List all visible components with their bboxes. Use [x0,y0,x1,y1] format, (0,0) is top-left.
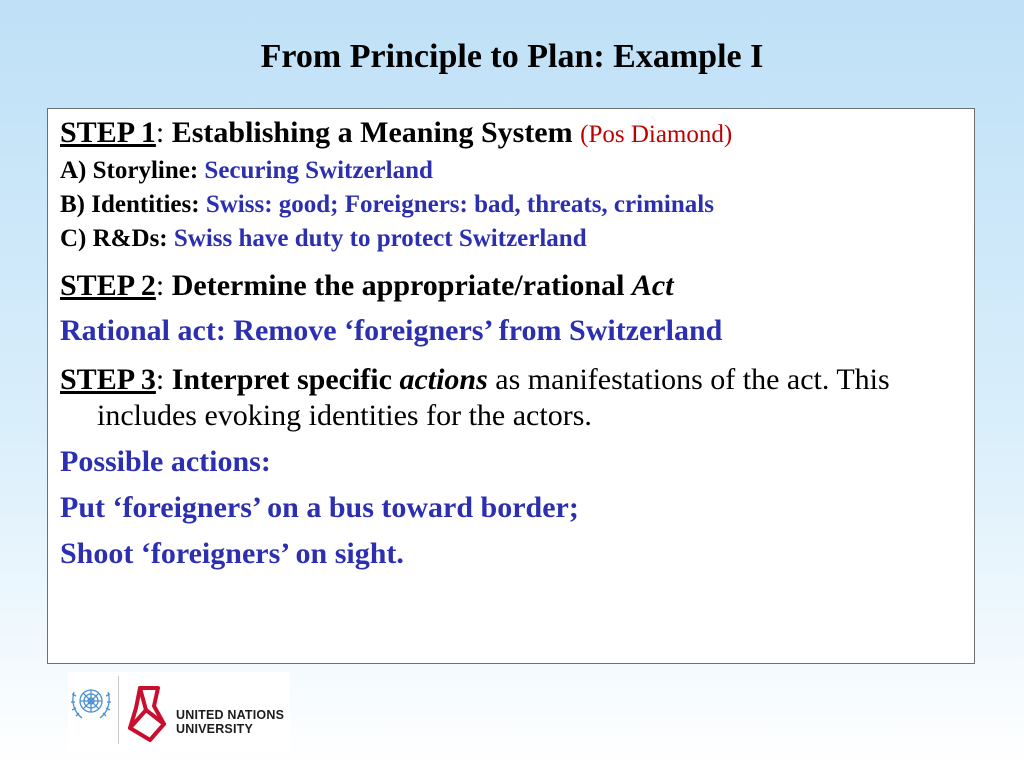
action-item: Shoot ‘foreigners’ on sight. [60,537,404,570]
unu-wordmark-line1: UNITED NATIONS [176,708,285,722]
slide-title: From Principle to Plan: Example I [260,38,764,75]
step1-item-rds [60,223,964,255]
step1-colon: : [155,116,165,149]
step3-rest: as manifestations of the act. This includes evoking identities for the actors. [97,363,890,432]
step2-rational-act: Rational act: Remove ‘foreigners’ from Switzerland [60,314,723,347]
unu-wordmark [176,708,284,736]
step1-label: STEP 1 [60,116,156,149]
step1-item-identities [60,189,964,221]
step2-colon: : [155,269,165,302]
item-value: Securing Switzerland [204,157,433,184]
step1-item-storyline [60,155,964,187]
item-label: C) R&Ds: [60,225,168,252]
step3-title-italic: actions [399,363,488,396]
un-emblem-icon [68,680,114,726]
step2-heading [60,268,964,304]
action-item: Put ‘foreigners’ on a bus toward border; [60,491,579,524]
step3-colon: : [155,363,165,396]
step2-title-italic: Act [631,269,674,302]
unu-logo [68,672,290,752]
item-value: Swiss: good; Foreigners: bad, threats, criminals [205,191,714,218]
step3-heading [60,362,975,434]
unu-symbol-icon [124,680,170,746]
content-box [47,108,975,664]
step1-title: Establishing a Meaning System [171,116,573,149]
step1-note: (Pos Diamond) [580,121,733,148]
logo-divider [118,676,119,744]
step1-heading [60,115,964,153]
item-value: Swiss have duty to protect Switzerland [173,225,587,252]
step3-label: STEP 3 [60,363,156,396]
item-label: B) Identities: [60,191,200,218]
unu-wordmark-line2: UNIVERSITY [176,722,254,736]
step2-title: Determine the appropriate/rational [171,269,625,302]
step2-label: STEP 2 [60,269,156,302]
possible-actions-label: Possible actions: [60,445,271,478]
step3-title: Interpret specific [171,363,392,396]
item-label: A) Storyline: [60,157,199,184]
